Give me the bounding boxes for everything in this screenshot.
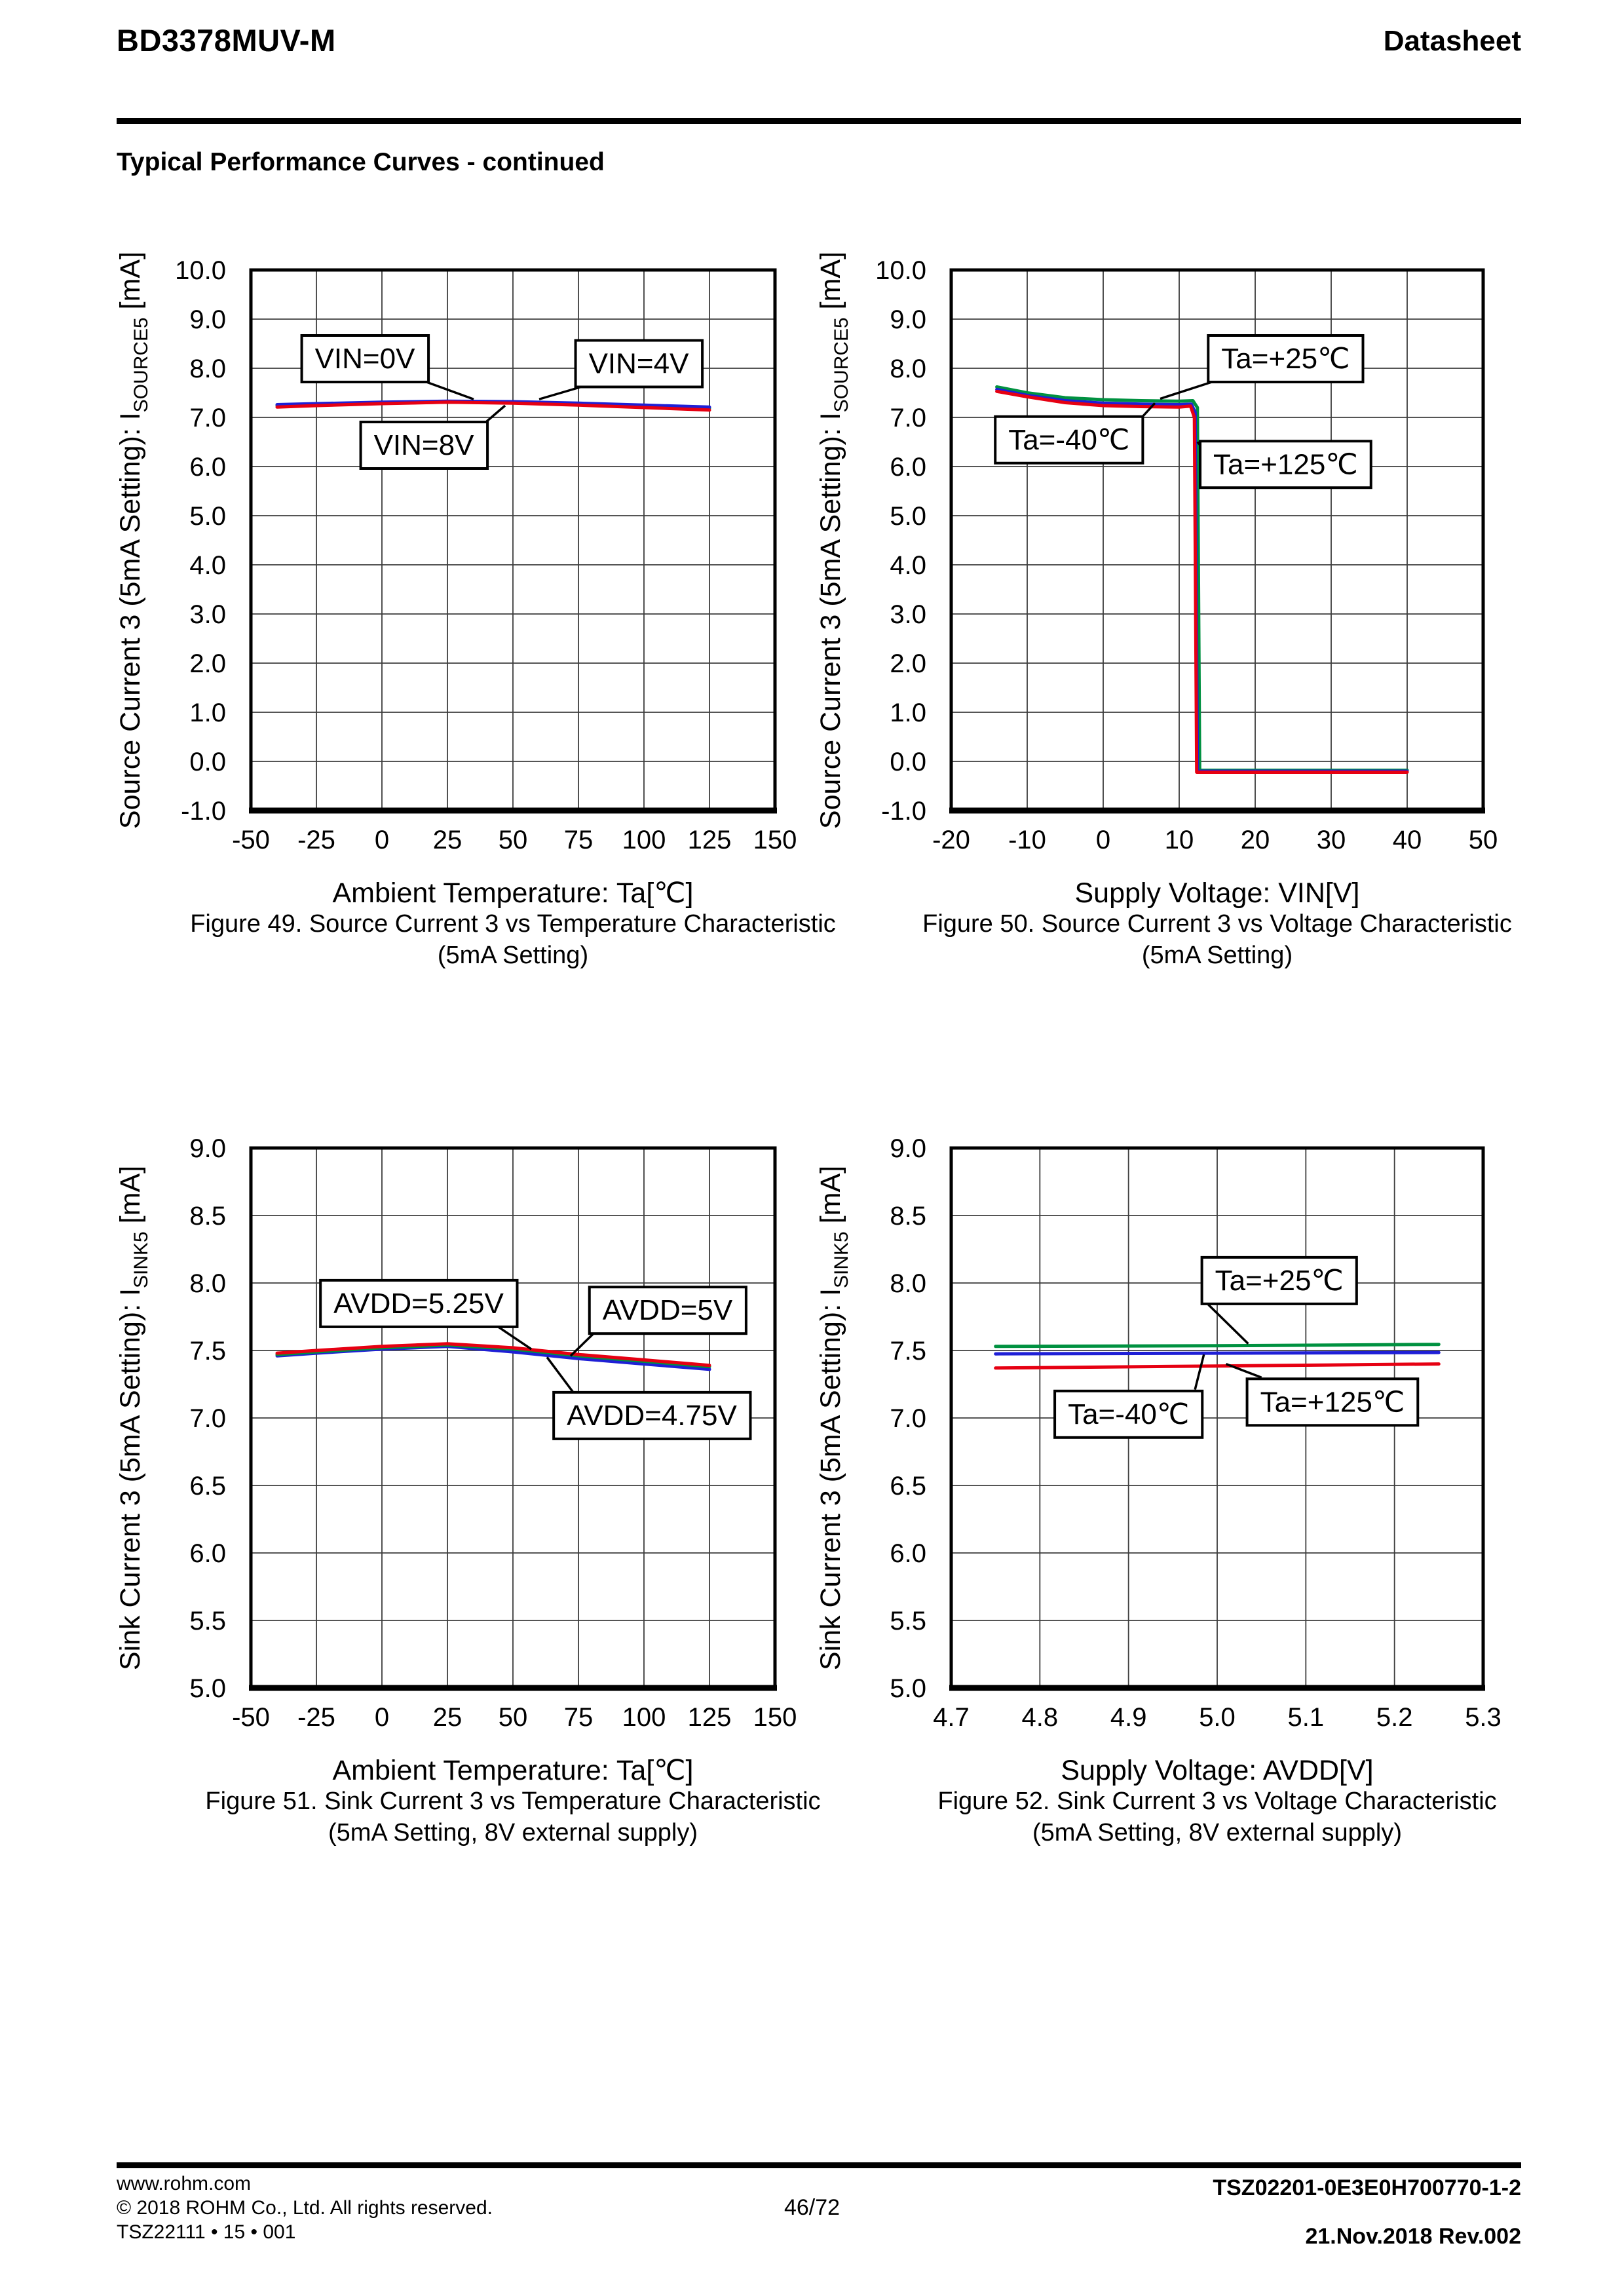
y-tick-label: 9.0 xyxy=(189,1134,226,1163)
x-tick-label: 4.8 xyxy=(1021,1703,1059,1732)
figure-caption-line1: Figure 49. Source Current 3 vs Temperature Characteristic xyxy=(190,910,836,938)
x-tick-label: -25 xyxy=(297,826,335,854)
y-tick-label: 5.0 xyxy=(189,502,226,531)
annotation-label: AVDD=5.25V xyxy=(333,1287,504,1320)
annotation-label: VIN=0V xyxy=(314,343,415,375)
figure-caption-line1: Figure 52. Sink Current 3 vs Voltage Characteristic xyxy=(937,1788,1497,1815)
y-tick-label: 3.0 xyxy=(890,600,926,629)
chart-figure-50 xyxy=(815,252,1512,969)
y-tick-label: 8.0 xyxy=(890,354,926,383)
x-tick-label: 5.0 xyxy=(1199,1703,1236,1732)
x-tick-label: 125 xyxy=(687,1703,732,1732)
x-tick-label: 0 xyxy=(374,1703,390,1732)
annotation-label: VIN=4V xyxy=(588,347,689,380)
x-tick-label: 5.2 xyxy=(1376,1703,1413,1732)
x-tick-label: 0 xyxy=(374,826,390,854)
x-axis-title: Supply Voltage: AVDD[V] xyxy=(1061,1755,1374,1786)
x-tick-label: 4.7 xyxy=(933,1703,970,1732)
annotation-leader-line xyxy=(426,382,474,399)
x-tick-label: -25 xyxy=(297,1703,335,1732)
y-axis-title: Source Current 3 (5mA Setting): $I_{SOURCE5}$ [mA] xyxy=(115,251,152,830)
annotation-leader-line xyxy=(547,1357,573,1392)
annotation-ta-40 xyxy=(995,403,1155,463)
x-tick-label: -10 xyxy=(1008,826,1046,854)
x-tick-labels xyxy=(932,826,1498,854)
chart-figure-52 xyxy=(815,1134,1501,1846)
figure-caption-line1: Figure 50. Source Current 3 vs Voltage Characteristic xyxy=(922,910,1512,938)
y-tick-label: 7.0 xyxy=(189,1404,226,1433)
y-tick-label: -1.0 xyxy=(881,797,926,826)
annotation-leader-line xyxy=(487,406,505,421)
y-tick-label: 9.0 xyxy=(890,1134,926,1163)
x-tick-label: 100 xyxy=(622,826,666,854)
y-tick-label: 2.0 xyxy=(890,649,926,678)
footer-page-number: 46/72 xyxy=(784,2195,840,2220)
y-tick-label: 3.0 xyxy=(189,600,226,629)
footer-website: www.rohm.com xyxy=(117,2173,252,2194)
x-tick-label: 25 xyxy=(432,826,463,854)
annotation-label: Ta=-40℃ xyxy=(1068,1398,1190,1430)
y-tick-label: 2.0 xyxy=(189,649,226,678)
y-tick-label: 4.0 xyxy=(189,551,226,580)
doc-type-label: Datasheet xyxy=(1383,25,1521,57)
annotation-label: VIN=8V xyxy=(373,429,474,461)
y-tick-label: 6.5 xyxy=(890,1472,926,1501)
x-tick-label: 125 xyxy=(687,826,732,854)
annotation-label: Ta=+125℃ xyxy=(1213,448,1358,481)
x-tick-label: 50 xyxy=(1468,826,1498,854)
y-tick-label: 9.0 xyxy=(189,305,226,334)
figure-caption-line2: (5mA Setting, 8V external supply) xyxy=(328,1819,698,1846)
y-tick-label: 7.5 xyxy=(890,1337,926,1366)
y-tick-label: -1.0 xyxy=(181,797,226,826)
annotation-label: AVDD=5V xyxy=(602,1294,733,1327)
x-tick-label: 150 xyxy=(753,1703,797,1732)
y-tick-label: 1.0 xyxy=(189,698,226,727)
annotation-leader-line xyxy=(539,387,581,400)
x-tick-label: -20 xyxy=(932,826,970,854)
x-tick-label: 100 xyxy=(622,1703,666,1732)
y-tick-label: 5.0 xyxy=(189,1674,226,1703)
series-line-ta-125 xyxy=(996,1364,1439,1368)
annotation-leader-line xyxy=(1195,1354,1204,1390)
y-tick-label: 1.0 xyxy=(890,698,926,727)
x-tick-label: -50 xyxy=(232,1703,270,1732)
y-axis-title: Sink Current 3 (5mA Setting): $I_{SINK5}$ [mA] xyxy=(115,1165,152,1671)
annotation-avdd-4-75v xyxy=(547,1357,750,1439)
y-tick-label: 7.0 xyxy=(890,404,926,432)
x-tick-label: 10 xyxy=(1164,826,1194,854)
y-tick-label: 4.0 xyxy=(890,551,926,580)
y-tick-label: 5.5 xyxy=(189,1607,226,1636)
annotation-ta-125 xyxy=(1198,441,1371,488)
footer-rule xyxy=(117,2162,1521,2168)
figure-caption-line2: (5mA Setting) xyxy=(437,942,589,969)
y-tick-label: 8.0 xyxy=(189,354,226,383)
x-tick-label: 0 xyxy=(1095,826,1111,854)
y-tick-label: 6.0 xyxy=(189,453,226,482)
y-tick-labels xyxy=(875,256,926,826)
section-title: Typical Performance Curves - continued xyxy=(117,148,605,176)
y-tick-label: 8.0 xyxy=(890,1269,926,1298)
x-tick-label: 5.1 xyxy=(1287,1703,1325,1732)
y-tick-label: 10.0 xyxy=(175,256,226,285)
x-tick-label: 40 xyxy=(1392,826,1422,854)
annotation-ta-125 xyxy=(1226,1364,1418,1426)
y-axis-title: Sink Current 3 (5mA Setting): $I_{SINK5}$ [mA] xyxy=(815,1165,852,1671)
x-tick-label: 50 xyxy=(498,826,528,854)
annotation-label: Ta=+25℃ xyxy=(1215,1264,1344,1297)
x-tick-label: 30 xyxy=(1316,826,1346,854)
y-tick-label: 9.0 xyxy=(890,305,926,334)
x-axis-title: Ambient Temperature: Ta[℃] xyxy=(332,877,694,909)
x-tick-labels xyxy=(232,1703,797,1732)
footer-doc-code: TSZ22111 • 15 • 001 xyxy=(117,2221,296,2243)
y-tick-label: 6.0 xyxy=(890,453,926,482)
annotation-leader-line xyxy=(1160,381,1213,398)
x-tick-label: 75 xyxy=(563,826,594,854)
y-tick-labels xyxy=(189,1134,226,1703)
footer-right-block xyxy=(1213,2175,1521,2249)
y-tick-label: 8.5 xyxy=(890,1202,926,1231)
footer-copyright: © 2018 ROHM Co., Ltd. All rights reserved. xyxy=(117,2197,493,2219)
y-tick-labels xyxy=(175,256,226,826)
annotation-leader-line xyxy=(571,1333,594,1356)
annotation-label: AVDD=4.75V xyxy=(567,1399,737,1432)
x-tick-label: 25 xyxy=(432,1703,463,1732)
x-tick-label: 20 xyxy=(1240,826,1270,854)
x-tick-labels xyxy=(232,826,797,854)
series-line-vin-8v xyxy=(277,402,709,410)
x-tick-label: -50 xyxy=(232,826,270,854)
x-tick-labels xyxy=(933,1703,1501,1732)
footer-revision: 21.Nov.2018 Rev.002 xyxy=(1305,2224,1521,2249)
annotation-avdd-5-25v xyxy=(320,1280,531,1349)
x-axis-title: Supply Voltage: VIN[V] xyxy=(1074,877,1360,909)
annotation-ta-25 xyxy=(1160,335,1363,399)
x-axis-title: Ambient Temperature: Ta[℃] xyxy=(332,1755,694,1786)
x-tick-label: 150 xyxy=(753,826,797,854)
y-tick-label: 10.0 xyxy=(875,256,926,285)
annotation-label: Ta=-40℃ xyxy=(1008,423,1130,456)
figure-caption-line2: (5mA Setting) xyxy=(1141,942,1293,969)
y-tick-label: 0.0 xyxy=(189,748,226,776)
y-tick-label: 5.5 xyxy=(890,1607,926,1636)
y-axis-title: Source Current 3 (5mA Setting): $I_{SOURCE5}$ [mA] xyxy=(815,251,852,830)
y-tick-label: 6.0 xyxy=(189,1539,226,1568)
series-line-ta-25 xyxy=(996,1345,1439,1347)
x-tick-label: 4.9 xyxy=(1110,1703,1147,1732)
annotation-avdd-5v xyxy=(571,1287,746,1356)
y-tick-label: 5.0 xyxy=(890,502,926,531)
annotation-label: Ta=+25℃ xyxy=(1221,343,1350,375)
figure-caption-line1: Figure 51. Sink Current 3 vs Temperature Characteristic xyxy=(205,1788,821,1815)
series-line-ta-40 xyxy=(996,1352,1439,1354)
y-tick-label: 0.0 xyxy=(890,748,926,776)
y-tick-label: 6.5 xyxy=(189,1472,226,1501)
chart-figure-51 xyxy=(115,1134,821,1846)
x-tick-label: 50 xyxy=(498,1703,528,1732)
y-tick-label: 8.0 xyxy=(189,1269,226,1298)
annotation-ta-25 xyxy=(1202,1257,1357,1344)
y-tick-label: 6.0 xyxy=(890,1539,926,1568)
page-title: BD3378MUV-M xyxy=(117,23,336,58)
chart-figure-49 xyxy=(115,252,836,969)
y-tick-label: 8.5 xyxy=(189,1202,226,1231)
annotation-vin-4v xyxy=(539,341,702,400)
y-tick-label: 7.0 xyxy=(890,1404,926,1433)
y-tick-labels xyxy=(890,1134,926,1703)
annotation-label: Ta=+125℃ xyxy=(1260,1386,1405,1419)
footer-doc-id: TSZ02201-0E3E0H700770-1-2 xyxy=(1213,2175,1521,2200)
x-tick-label: 5.3 xyxy=(1465,1703,1501,1732)
figure-caption-line2: (5mA Setting, 8V external supply) xyxy=(1032,1819,1402,1846)
x-tick-label: 75 xyxy=(563,1703,594,1732)
annotation-leader-line xyxy=(1208,1305,1248,1344)
y-tick-label: 7.0 xyxy=(189,404,226,432)
y-tick-label: 7.5 xyxy=(189,1337,226,1366)
y-tick-label: 5.0 xyxy=(890,1674,926,1703)
